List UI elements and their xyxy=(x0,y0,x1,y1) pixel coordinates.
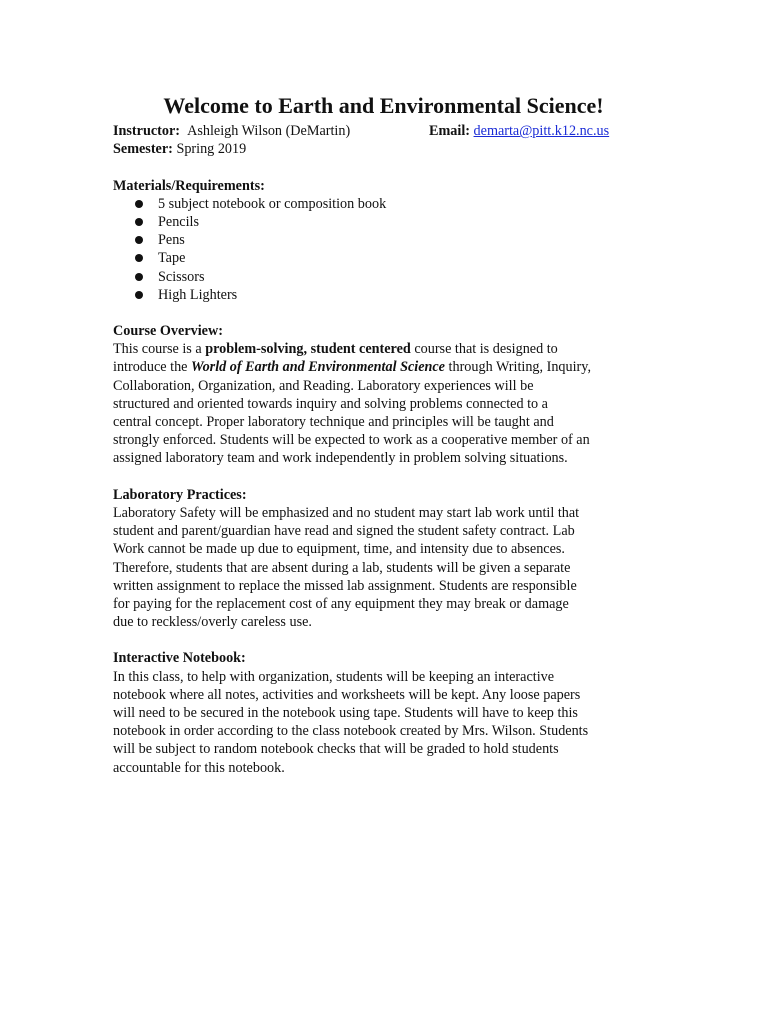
lab-practices-paragraph xyxy=(113,504,658,631)
emphasis-text: problem-solving, student centered xyxy=(205,341,411,358)
email-colon: : xyxy=(465,123,470,139)
email-link[interactable]: demarta@pitt.k12.nc.us xyxy=(473,123,610,139)
paragraph-line: will need to be secured in the notebook using tape. Students will have to keep this xyxy=(113,705,578,722)
paragraph-line: Laboratory Safety will be emphasized and no student may start lab work until that xyxy=(113,504,580,521)
semester-colon: : xyxy=(168,141,173,158)
instructor-label: Instructor xyxy=(113,123,176,139)
paragraph-line: accountable for this notebook. xyxy=(113,759,285,776)
bullet-icon xyxy=(135,200,143,208)
bullet-icon xyxy=(135,291,143,299)
paragraph-line: This course is a problem-solving, student centered course that is designed to xyxy=(113,341,558,358)
list-item-text: 5 subject notebook or composition book xyxy=(158,195,387,212)
list-item xyxy=(113,195,658,213)
bullet-icon xyxy=(135,254,143,262)
materials-heading: Materials/Requirements: xyxy=(113,177,265,194)
semester-label: Semester xyxy=(113,141,169,158)
bullet-icon xyxy=(135,218,143,226)
list-item-text: Scissors xyxy=(158,268,205,285)
instructor-name: Ashleigh Wilson (DeMartin) xyxy=(187,123,351,139)
paragraph-line: strongly enforced. Students will be expected to work as a cooperative member of an xyxy=(113,432,590,449)
materials-list xyxy=(113,195,658,304)
paragraph-line: student and parent/guardian have read and signed the student safety contract. Lab xyxy=(113,523,575,540)
interactive-notebook-paragraph xyxy=(113,668,658,777)
paragraph-line: Work cannot be made up due to equipment, time, and intensity due to absences. xyxy=(113,541,565,558)
course-overview-paragraph xyxy=(113,340,658,467)
list-item-text: Pens xyxy=(158,232,185,249)
course-name-emphasis: World of Earth and Environmental Science xyxy=(191,359,445,376)
instructor-colon: : xyxy=(175,123,180,139)
list-item xyxy=(113,231,658,249)
list-item-text: Pencils xyxy=(158,213,199,230)
semester-value: Spring 2019 xyxy=(176,141,247,158)
lab-practices-heading: Laboratory Practices: xyxy=(113,486,247,503)
syllabus-page xyxy=(113,92,658,777)
list-item xyxy=(113,249,658,267)
list-item-text: Tape xyxy=(158,250,186,267)
paragraph-line: Collaboration, Organization, and Reading. Laboratory experiences will be xyxy=(113,377,534,394)
list-item xyxy=(113,213,658,231)
paragraph-line: In this class, to help with organization, students will be keeping an interactive xyxy=(113,668,555,685)
email-block xyxy=(429,122,609,140)
list-item xyxy=(113,286,658,304)
paragraph-line: for paying for the replacement cost of any equipment they may break or damage xyxy=(113,595,569,612)
email-label: Email xyxy=(429,123,466,139)
bullet-icon xyxy=(135,236,143,244)
paragraph-line: notebook where all notes, activities and worksheets will be kept. Any loose papers xyxy=(113,686,581,703)
list-item xyxy=(113,268,658,286)
paragraph-line: introduce the World of Earth and Environmental Science through Writing, Inquiry, xyxy=(113,359,592,376)
interactive-notebook-heading: Interactive Notebook: xyxy=(113,650,246,667)
paragraph-line: structured and oriented towards inquiry and solving problems connected to a xyxy=(113,395,548,412)
paragraph-line: due to reckless/overly careless use. xyxy=(113,614,312,631)
paragraph-line: notebook in order according to the class notebook created by Mrs. Wilson. Students xyxy=(113,723,589,740)
paragraph-line: written assignment to replace the missed lab assignment. Students are responsible xyxy=(113,577,577,594)
paragraph-line: will be subject to random notebook checks that will be graded to hold students xyxy=(113,741,559,758)
page-title: Welcome to Earth and Environmental Science! xyxy=(163,93,604,118)
course-overview-heading: Course Overview: xyxy=(113,323,223,340)
bullet-icon xyxy=(135,273,143,281)
semester-row xyxy=(113,140,658,158)
paragraph-line: assigned laboratory team and work independently in problem solving situations. xyxy=(113,450,568,467)
instructor-row xyxy=(113,122,658,140)
paragraph-line: central concept. Proper laboratory technique and principles will be taught and xyxy=(113,414,554,431)
list-item-text: High Lighters xyxy=(158,286,238,303)
paragraph-line: Therefore, students that are absent during a lab, students will be given a separate xyxy=(113,559,571,576)
